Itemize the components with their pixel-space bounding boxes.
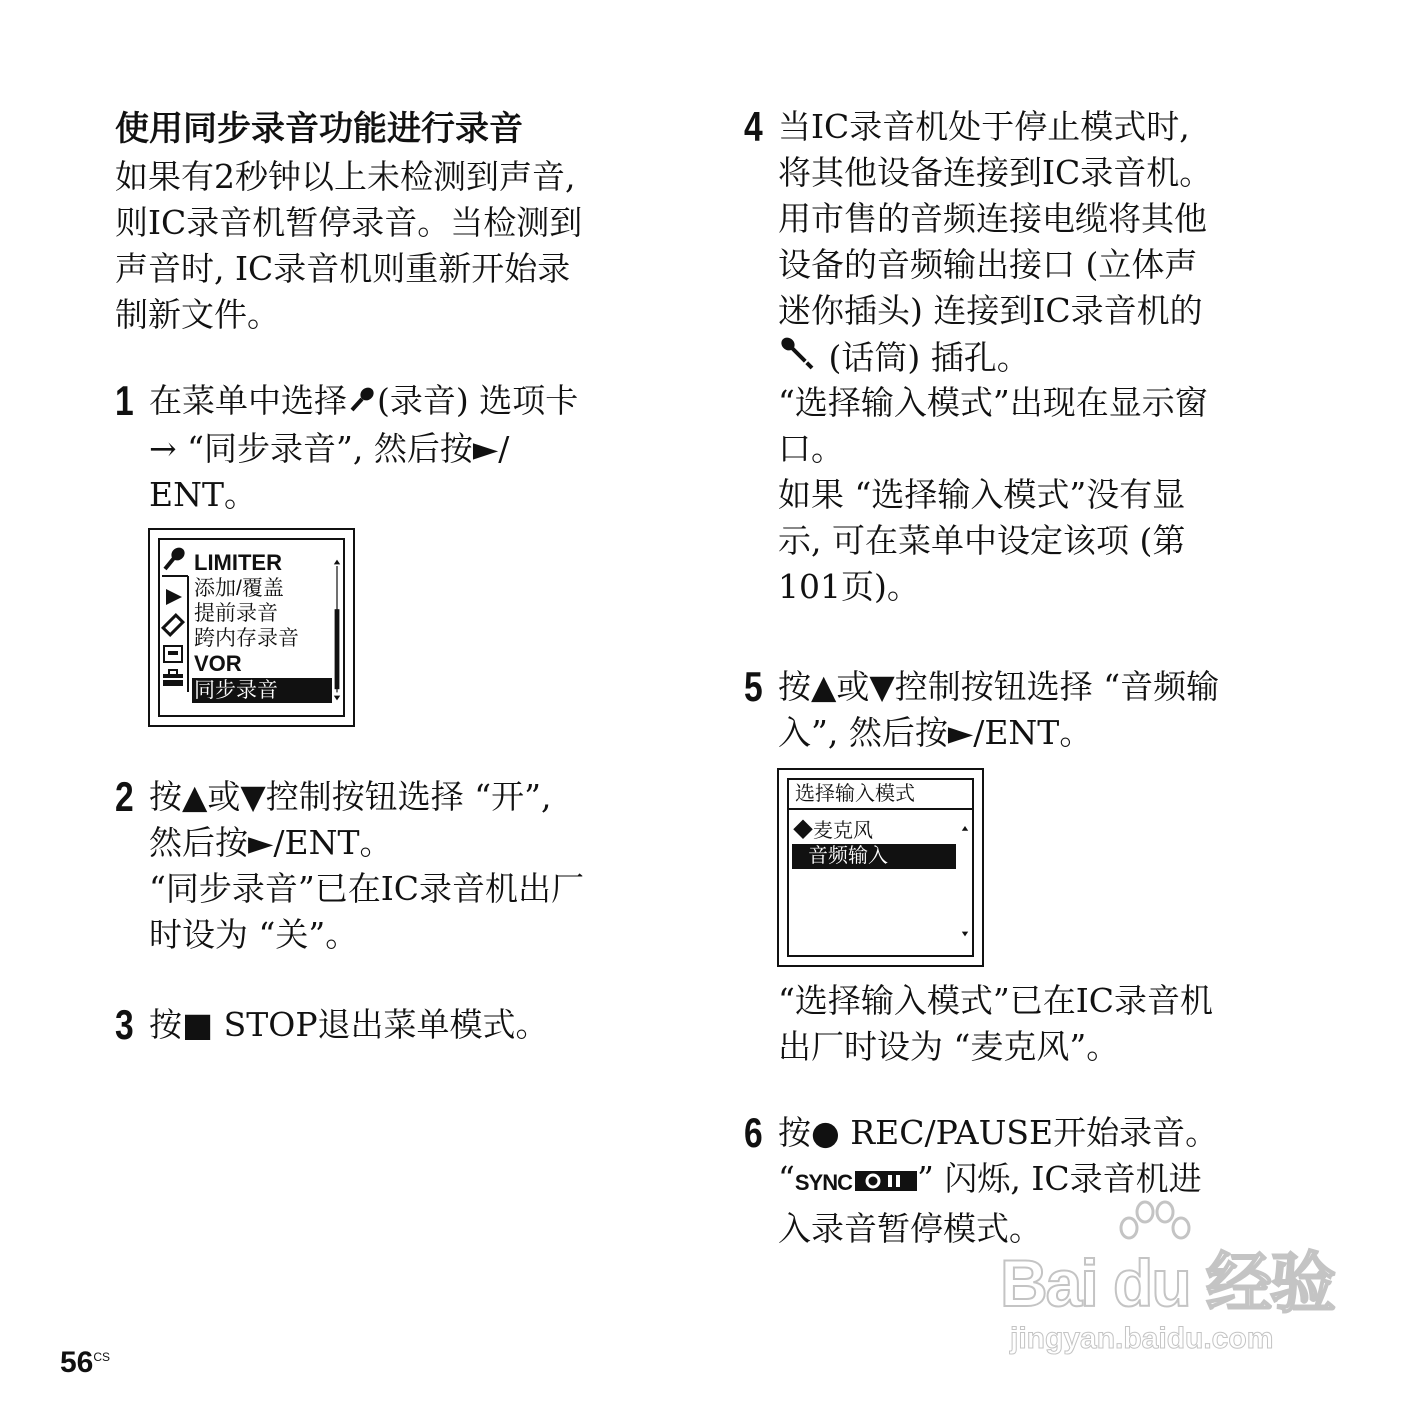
menu-item-vor[interactable]: VOR	[194, 651, 242, 676]
input-mode-screen	[777, 768, 984, 967]
intro-paragraph: 如果有2秒钟以上未检测到声音, 则IC录音机暂停录音。当检测到 声音时, IC录音机则重新开始录 制新文件。	[115, 157, 583, 334]
step-1-line1b: (录音) 选项卡	[377, 381, 579, 420]
paw-icon	[1115, 1200, 1195, 1260]
menu-item-cross-memory[interactable]: 跨内存录音	[194, 627, 299, 650]
menu-item-pre-record[interactable]: 提前录音	[194, 602, 278, 625]
option-microphone[interactable]: ◆麦克风	[793, 820, 873, 842]
menu-screen	[148, 528, 355, 727]
section-heading: 使用同步录音功能进行录音	[115, 109, 523, 149]
step-number: 2	[115, 773, 134, 820]
title-divider	[789, 808, 972, 810]
step-6-line3: 入录音暂停模式。	[778, 1209, 1042, 1248]
option-audio-input[interactable]: 音频输入	[792, 844, 956, 869]
step-1-line2: → “同步录音”, 然后按►/	[149, 429, 510, 468]
menu-item-limiter[interactable]: LIMITER	[194, 550, 282, 575]
step-5-note: “选择输入模式”已在IC录音机 出厂时设为 “麦克风”。	[778, 981, 1214, 1066]
page-number	[60, 1346, 110, 1380]
step-number: 1	[115, 377, 134, 424]
menu-item-sync-record[interactable]: 同步录音	[192, 678, 332, 703]
step-2-text: 按▲或▼控制按钮选择 “开”, 然后按►/ENT。 “同步录音”已在IC录音机出厂 时设为 “关”。	[149, 777, 585, 954]
record-pause-icon	[855, 1169, 917, 1193]
page-suffix: CS	[93, 1350, 111, 1364]
step-number: 4	[744, 103, 763, 150]
menu-item-add-overwrite[interactable]: 添加/覆盖	[194, 577, 284, 600]
step-number: 3	[115, 1001, 134, 1048]
input-mode-scrollbar[interactable]	[961, 812, 969, 952]
watermark-url: jingyan.baidu.com	[1010, 1322, 1274, 1355]
step-5-text: 按▲或▼控制按钮选择 “音频输 入”, 然后按►/ENT。	[778, 667, 1220, 752]
menu-scrollbar[interactable]	[333, 542, 341, 718]
step-1-text	[149, 378, 689, 518]
mic-jack-icon	[778, 334, 818, 386]
step-6-line1: 按● REC/PAUSE开始录音。	[778, 1113, 1219, 1152]
step-4-text-a: 当IC录音机处于停止模式时, 将其他设备连接到IC录音机。 用市售的音频连接电缆将其他 设备的音频输出接口 (立体声 迷你插头) 连接到IC录音机的	[778, 107, 1213, 330]
step-4-text-b: (话筒) 插孔。	[818, 338, 1030, 377]
sync-indicator	[795, 1156, 917, 1206]
baidu-watermark	[1000, 1210, 1334, 1356]
step-number: 6	[744, 1109, 763, 1156]
step-number: 5	[744, 663, 763, 710]
input-mode-title: 选择输入模式	[795, 783, 915, 805]
menu-tab-icons	[160, 542, 190, 692]
mic-icon	[347, 380, 377, 426]
step-6-open-quote: “	[778, 1159, 795, 1198]
step-4-jack-line	[778, 334, 1338, 386]
step-1-line1a: 在菜单中选择	[149, 381, 347, 420]
step-3-text: 按■ STOP退出菜单模式。	[149, 1005, 549, 1044]
page-number-value: 56	[60, 1346, 94, 1379]
step-1-line3: ENT。	[149, 475, 257, 514]
watermark-brand: Bai du 经验	[1000, 1246, 1335, 1320]
step-6-line2: ” 闪烁, IC录音机进	[917, 1159, 1202, 1198]
step-4-text-c: “选择输入模式”出现在显示窗 口。 如果 “选择输入模式”没有显 示, 可在菜单中设定该项 (第 101页)。	[778, 383, 1208, 606]
sync-label: SYNC	[794, 1170, 852, 1195]
